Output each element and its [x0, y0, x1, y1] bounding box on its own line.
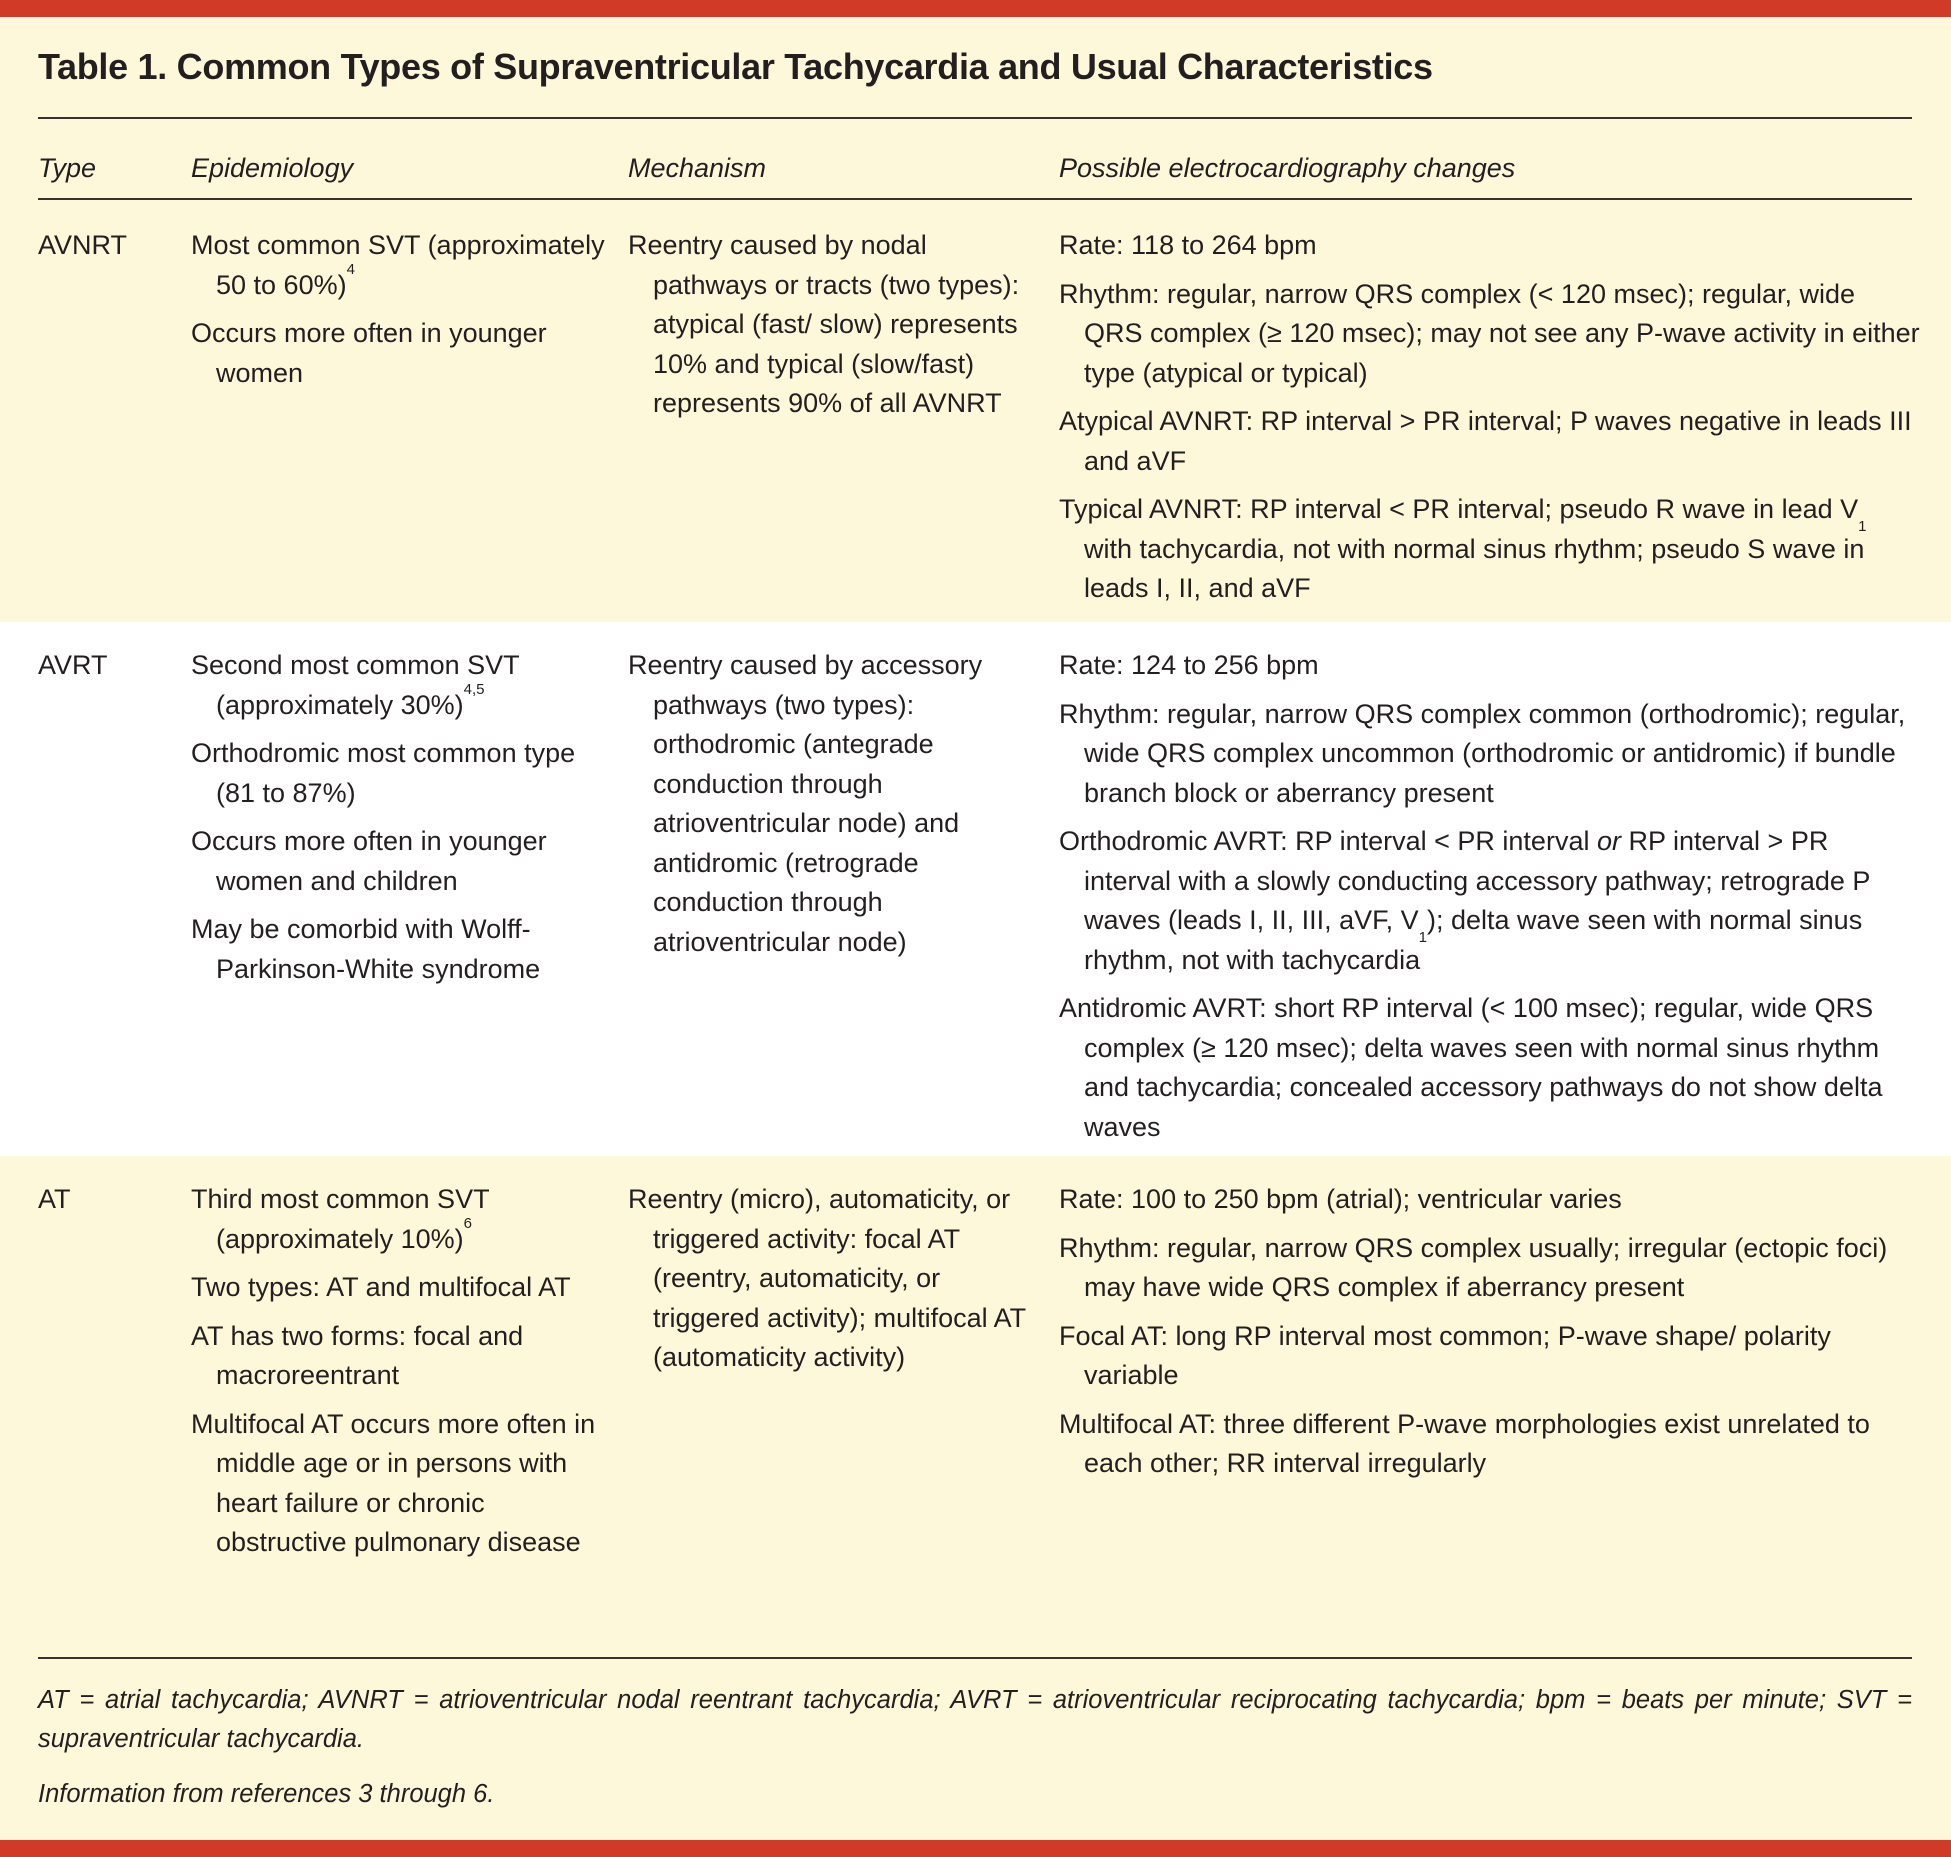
ecg-text: ); delta wave seen with normal sinus rhythm, not with tachycardia — [1084, 905, 1863, 975]
ecg-item: Rate: 124 to 256 bpm — [1059, 650, 1319, 680]
epi-item: Orthodromic most common type (81 to 87%) — [191, 738, 576, 808]
ecg-text: RP interval > PR interval with a slowly conducting accessory pathway; retrograde P waves (leads I, II, III, aVF, V — [1084, 826, 1870, 935]
ecg-item: Atypical AVNRT: RP interval > PR interval; P waves negative in leads III and aVF — [1059, 406, 1912, 476]
epi-item: Multifocal AT occurs more often in middle age or in persons with heart failure or chronic obstructive pulmonary disease — [191, 1408, 596, 1557]
lead-subscript: 1 — [1858, 517, 1867, 535]
epi-item: AT has two forms: focal and macroreentrant — [191, 1320, 524, 1390]
ecg-text: with tachycardia, not with normal sinus rhythm; pseudo S wave in leads I, II, and aVF — [1084, 533, 1865, 603]
mechanism-text: Reentry caused by nodal pathways or tracts (two types): atypical (fast/ slow) represents 10% and typical (slow/fast) represents 90% of all AVNRT — [628, 230, 1020, 418]
epi-text: Second most common SVT (approximately 30%) — [191, 650, 520, 720]
top-accent-bar — [0, 0, 1951, 17]
cell-ecg — [1059, 226, 1921, 609]
ecg-item: Rhythm: regular, narrow QRS complex (< 120 msec); regular, wide QRS complex (≥ 120 msec); may not see any P-wave activity in either type (atypical or typical) — [1059, 278, 1920, 388]
footnote-source: Information from references 3 through 6. — [38, 1780, 495, 1808]
cell-mechanism — [628, 1180, 1028, 1378]
cell-epidemiology — [191, 646, 611, 989]
epi-item — [191, 314, 611, 393]
epi-item — [191, 226, 611, 305]
mechanism-text: Reentry caused by accessory pathways (two types): orthodromic (antegrade conduction through atrioventricular node) and antidromic (retrograde conduction through atrioventricular node) — [628, 650, 983, 957]
ecg-item: Multifocal AT: three different P-wave morphologies exist unrelated to each other; RR interval irregularly — [1059, 1408, 1870, 1478]
table-title: Table 1. Common Types of Supraventricular Tachycardia and Usual Characteristics — [38, 46, 1433, 87]
epi-text: Occurs more often in younger women — [191, 318, 547, 388]
epi-item: Two types: AT and multifocal AT — [191, 1272, 571, 1302]
table-row-avrt — [0, 622, 1951, 1156]
cell-ecg — [1059, 1180, 1921, 1484]
epi-item: Occurs more often in younger women and children — [191, 826, 547, 896]
epi-text: Third most common SVT (approximately 10%) — [191, 1184, 490, 1254]
cell-epidemiology — [191, 1180, 611, 1563]
footnote-abbreviations: AT = atrial tachycardia; AVNRT = atrioventricular nodal reentrant tachycardia; AVRT = atrioventricular reciprocating tachycardia; bpm = beats per minute; SVT = supraventricular tachycardia. — [38, 1686, 1912, 1753]
ecg-item: Rhythm: regular, narrow QRS complex common (orthodromic); regular, wide QRS complex uncommon (orthodromic or antidromic) if bundle branch block or aberrancy present — [1059, 698, 1906, 808]
ecg-item: Rate: 118 to 264 bpm — [1059, 230, 1317, 260]
table-row-at — [0, 1156, 1951, 1656]
bottom-accent-bar — [0, 1840, 1951, 1857]
epi-item — [191, 646, 611, 725]
epi-item — [191, 1180, 611, 1259]
reference-sup: 4,5 — [463, 680, 485, 698]
title-rule — [38, 117, 1912, 119]
mechanism-text: Reentry (micro), automaticity, or triggered activity: focal AT (reentry, automaticity, or triggered activity); multifocal AT (automaticity activity) — [628, 1184, 1026, 1372]
footer-rule — [38, 1657, 1912, 1659]
header-ecg: Possible electrocardiography changes — [1059, 153, 1516, 183]
cell-type: AVNRT — [38, 230, 128, 260]
epi-item: May be comorbid with Wolff-Parkinson-White syndrome — [191, 914, 541, 984]
header-mechanism: Mechanism — [628, 153, 767, 183]
cell-type: AT — [38, 1184, 71, 1214]
ecg-text: Orthodromic AVRT: RP interval < PR interval — [1059, 826, 1597, 856]
ecg-item — [1059, 822, 1921, 980]
cell-mechanism — [628, 646, 1028, 962]
table-row-avnrt — [0, 200, 1951, 622]
epi-text: Most common SVT (approximately 50 to 60%) — [191, 230, 605, 300]
reference-sup: 4 — [346, 260, 355, 278]
header-type: Type — [38, 153, 97, 183]
ecg-item: Antidromic AVRT: short RP interval (< 100 msec); regular, wide QRS complex (≥ 120 msec); delta waves seen with normal sinus rhythm and tachycardia; concealed accessory pathways do not show delta waves — [1059, 993, 1883, 1142]
cell-type: AVRT — [38, 650, 108, 680]
header-epidemiology: Epidemiology — [191, 153, 354, 183]
ecg-italic-or: or — [1596, 826, 1621, 856]
ecg-item: Rhythm: regular, narrow QRS complex usually; irregular (ectopic foci) may have wide QRS complex if aberrancy present — [1059, 1232, 1888, 1302]
cell-epidemiology — [191, 226, 611, 393]
ecg-text: Typical AVNRT: RP interval < PR interval; pseudo R wave in lead V — [1059, 494, 1859, 524]
ecg-item — [1059, 490, 1921, 609]
ecg-item: Rate: 100 to 250 bpm (atrial); ventricular varies — [1059, 1184, 1622, 1214]
cell-mechanism — [628, 226, 1028, 424]
lead-subscript: 1 — [1418, 928, 1427, 946]
ecg-item: Focal AT: long RP interval most common; P-wave shape/ polarity variable — [1059, 1320, 1831, 1390]
cell-ecg — [1059, 646, 1921, 1147]
reference-sup: 6 — [463, 1214, 472, 1232]
